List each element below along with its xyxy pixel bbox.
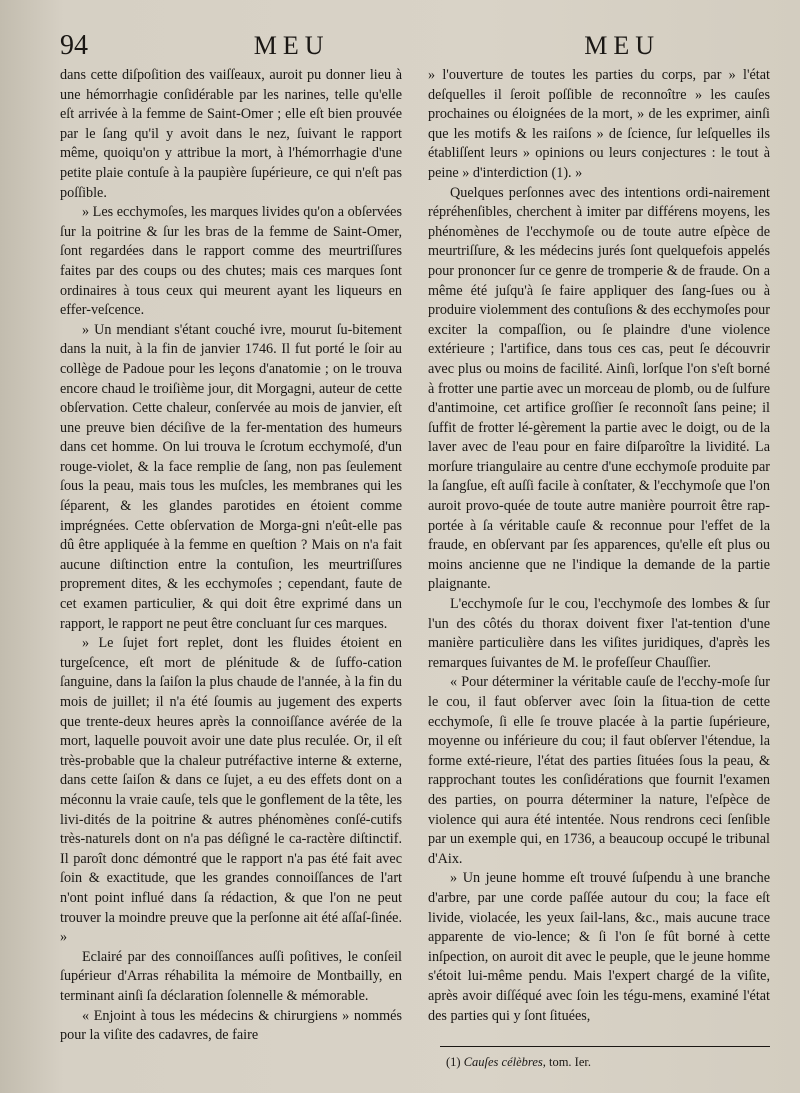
paragraph: « Pour déterminer la véritable cauſe de l'ecchy-moſe ſur le cou, il faut obſerver avec ſoin la ſitua-tion de cette ecchymoſe, ſi elle ſe trouve placée à la partie ſupérieure, moyenne ou inférieure du cou; il faut obſerver l'étendue, la forme exté-rieure, l'état des parties ſituées ſous la peau, & rapprochant toutes les conſidérations que fournit l'examen des parties, on pourra déterminer la nature, l'eſpèce de violence qui aura été intentée. Nous rendrons ceci ſenſible par un exemple qui, en 1736, a beaucoup occupé le tribunal d'Aix. [428, 674, 770, 867]
paragraph: » Un jeune homme eſt trouvé ſuſpendu à une branche d'arbre, par une corde paſſée autour du cou; la face eſt livide, violacée, les yeux ſail-lans, &c., mais aucune trace apparente de vio-lence; & ſi l'on ſe fût borné à cette inſpection, on auroit dit avec le peuple, que le jeune homme s'étoit lui-même pendu. Mais l'expert chargé de la viſite, après avoir diſſéqué avec ſoin les tégu-mens, examiné l'état des parties qui y ſont ſituées, [428, 870, 770, 1024]
running-title-left: MEU [253, 31, 330, 60]
paragraph: « Enjoint à tous les médecins & chirurgiens » nommés pour la viſite des cadavres, de faire [60, 1007, 402, 1044]
paragraph: » Le ſujet fort replet, dont les fluides étoient en turgeſcence, eſt mort de plénitude & de ſuffo-cation ſanguine, dans la ſaiſon la plus chaude de l'année, à la fin du mois de juillet; il n'a été ſoumis au jugement des experts que trente-deux heures après la connoiſſance avérée de la mort, laquelle pouvoit avoir une date plus reculée. Or, il eſt très-probable que la chaleur putréfactive interne & externe, dans cette ſaiſon & dans ce ſujet, a eu des effets dont on a méconnu la vraie cauſe, tels que le gonflement de la tête, les livi-dités de la poitrine & autres phénomènes conſé-cutifs très-naturels dont on n'a pas déſigné le ca-ractère diſtinctif. Il paroît donc démontré que le rapport n'a pas été fait avec ſoin & exactitude, que les grandes connoiſſances de l'art n'ont point influé dans ſa rédaction, & que l'on ne peut trouver la moindre preuve que la perſonne ait été aſſaſ-ſinée. » [60, 635, 402, 946]
running-header [60, 30, 770, 62]
footnote [428, 1053, 770, 1073]
text-columns [60, 66, 770, 1073]
footnote-reference: , tom. Ier. [542, 1055, 591, 1070]
footnote-marker: (1) [446, 1055, 461, 1070]
right-column [428, 66, 770, 1073]
running-title-right: MEU [584, 31, 661, 60]
left-column [60, 66, 402, 1073]
paragraph: Quelques perſonnes avec des intentions ordi-nairement répréhenſibles, cherchent à imiter par différens moyens, les phénomènes de l'ecchymoſe ou de toute autre eſpèce de meurtriſſure, & les médecins jurés ſont quelquefois appelés pour prononcer ſur ce genre de tromperie & de fraude. On a même été juſqu'à ſe faire appliquer des ſang-ſues ou à produire violemment des contuſions & des ecchymoſes pour exciter la compaſſion, ou ſe plaindre d'une violence extérieure ; l'artifice, dans tous ces cas, peut ſe découvrir avec plus ou moins de facilité. Ainſi, lorſque l'on s'eſt borné à frotter une partie avec un morceau de plomb, ou de ſulfure d'antimoine, cet artifice groſſier ſe reconnoît ſans peine; il ſuffit de frotter lé-gèrement la partie avec le doigt, ou de la laver avec de l'eau pour en faire diſparoître la lividité. La morſure triangulaire au centre d'une ecchymoſe produite par la ſangſue, eſt auſſi facile à conſtater, & l'ecchymoſe que l'on auroit provo-quée de toute autre manière pourroit être rap-portée à ſa véritable cauſe & reconnue pour l'effet de la fraude, en obſervant par ſes apparences, qu'elle eſt plus ou moins ancienne que ne l'indique la demande de la partie plaignante. [428, 184, 770, 593]
page-number: 94 [60, 30, 88, 61]
paragraph: dans cette diſpoſition des vaiſſeaux, auroit pu donner lieu à une hémorrhagie conſidérable par les narines, telle qu'elle eſt arrivée à la femme de Saint-Omer ; elle eſt bien prouvée par le ſang qu'il y avoit dans le nez, ſuivant le rapport même, quoiqu'on y attribue la mort, à l'hémorrhagie d'une petite plaie contuſe à la paupière ſupérieure, ce qui n'eſt pas poſſible. [60, 67, 402, 201]
footnote-divider [440, 1046, 770, 1047]
paragraph: Eclairé par des connoiſſances auſſi poſitives, le conſeil ſupérieur d'Arras réhabilita la mémoire de Montbailly, en terminant ainſi ſa déclaration ſolennelle & mémorable. [60, 948, 402, 1004]
paragraph: » Les ecchymoſes, les marques livides qu'on a obſervées ſur la poitrine & ſur les bras de la femme de Saint-Omer, ſont regardées dans le rapport comme des meurtriſſures faites par des coups ou des chutes; mais ces marques ſont ordinaires à tous ceux qui meurent ayant les liqueurs en effer-veſcence. [60, 204, 402, 319]
paragraph: L'ecchymoſe ſur le cou, l'ecchymoſe des lombes & ſur l'un des côtés du thorax doivent fixer l'at-tention d'une manière particulière dans les viſites juridiques, d'après les remarques ſuivantes de M. le profeſſeur Chauſſier. [428, 596, 770, 671]
paragraph: » l'ouverture de toutes les parties du corps, par » l'état deſquelles il ſeroit poſſible de reconnoître » les cauſes prochaines ou éloignées de la mort, » de les exprimer, ainſi que les motifs & les raiſons » de ſcience, ſur leſquelles ils établiſſent leurs » opinions ou leurs conjectures : le tout à peine » d'interdiction (1). » [428, 67, 770, 181]
paragraph: » Un mendiant s'étant couché ivre, mourut ſu-bitement dans la nuit, à la fin de janvier 1746. Il fut porté le ſoir au collège de Padoue pour les leçons d'anatomie ; on le trouva encore chaud le troiſième jour, dit Morgagni, auteur de cette obſervation. Cette chaleur, conſervée au mois de janvier, eſt une preuve bien déciſive de la fer-mentation des humeurs dans cet homme. On lui trouva le ſcrotum ecchymoſé, d'un rouge-violet, & la face remplie de ſang, non pas ſeulement ſous la peau, mais tous les muſcles, les membranes qui les ſéparent, & les glandes parotides en étoient comme imprégnées. Cette obſervation de Morga-gni n'eût-elle pas dû être appliquée à la femme en queſtion ? Mais on n'a fait aucune diſtinction entre la contuſion, les meurtriſſures proprement dites, & les ecchymoſes ; cependant, faute de cet examen particulier, & qui doit être exprimé dans un rapport, le rapport ne peut être concluant ſur ces marques. [60, 321, 402, 632]
footnote-title: Cauſes célèbres [463, 1055, 543, 1070]
